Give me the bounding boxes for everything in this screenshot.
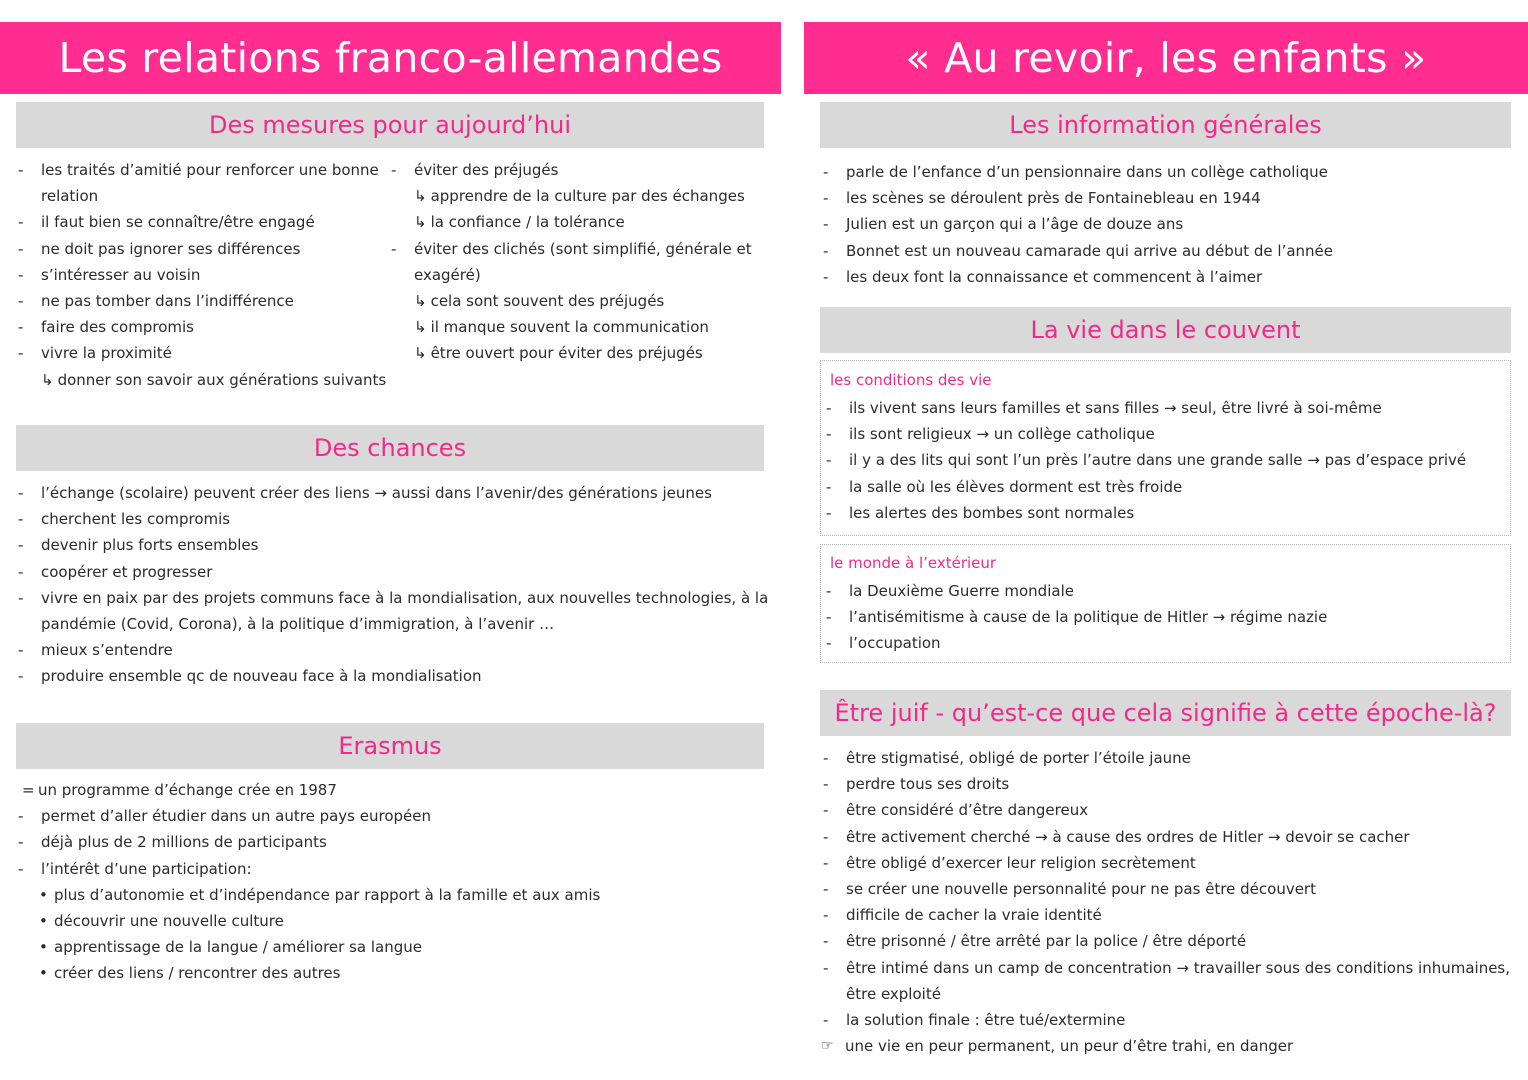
list-item: = un programme d’échange crée en 1987 xyxy=(16,777,600,803)
conditions-box xyxy=(820,360,1511,536)
conditions-title: les conditions des vie xyxy=(830,371,992,389)
info-list xyxy=(821,159,1333,290)
list-item: - il y a des lits qui sont l’un près l’autre dans une grande salle → pas d’espace privé xyxy=(824,447,1466,473)
list-item: - ils vivent sans leurs familles et sans filles → seul, être livré à soi-même xyxy=(824,395,1466,421)
list-item: - les scènes se déroulent près de Fontainebleau en 1944 xyxy=(821,185,1333,211)
list-item: • plus d’autonomie et d’indépendance par rapport à la famille et aux amis xyxy=(16,882,600,908)
list-item: - vivre en paix par des projets communs face à la mondialisation, aux nouvelles technologies, à la xyxy=(16,585,768,611)
monde-box xyxy=(820,544,1511,663)
list-item: - l’antisémitisme à cause de la politique de Hitler → régime nazie xyxy=(824,604,1327,630)
list-item: - être obligé d’exercer leur religion secrètement xyxy=(821,850,1510,876)
heading-info: Les information générales xyxy=(820,102,1511,148)
list-item: - éviter des préjugés xyxy=(389,157,752,183)
list-item: - perdre tous ses droits xyxy=(821,771,1510,797)
arrow-return-icon: ↳ xyxy=(414,213,427,232)
list-item: - l’intérêt d’une participation: xyxy=(16,856,600,882)
list-item: - être prisonné / être arrêté par la police / être déporté xyxy=(821,928,1510,954)
conditions-list xyxy=(824,395,1466,526)
list-item: - Bonnet est un nouveau camarade qui arrive au début de l’année xyxy=(821,238,1333,264)
chances-list xyxy=(16,480,768,690)
list-item: • découvrir une nouvelle culture xyxy=(16,908,600,934)
arrow-return-icon: ↳ xyxy=(414,318,427,337)
list-item: - s’intéresser au voisin xyxy=(16,262,386,288)
list-item: - les deux font la connaissance et commencent à l’aimer xyxy=(821,264,1333,290)
list-item: exagéré) xyxy=(414,265,481,284)
list-item: ↳ cela sont souvent des préjugés xyxy=(414,292,665,311)
left-page-title: Les relations franco-allemandes xyxy=(0,22,781,94)
list-item: - être stigmatisé, obligé de porter l’étoile jaune xyxy=(821,745,1510,771)
arrow-return-icon: ↳ xyxy=(41,370,54,389)
mesures-list-2 xyxy=(389,157,752,367)
list-item: - la salle où les élèves dorment est très froide xyxy=(824,474,1466,500)
heading-mesures: Des mesures pour aujourd’hui xyxy=(16,102,764,148)
list-item: relation xyxy=(41,187,99,206)
list-item: - la Deuxième Guerre mondiale xyxy=(824,578,1327,604)
heading-erasmus: Erasmus xyxy=(16,723,764,769)
list-item: - ils sont religieux → un collège catholique xyxy=(824,421,1466,447)
list-item: • apprentissage de la langue / améliorer sa langue xyxy=(16,934,600,960)
mesures-list-1 xyxy=(16,157,386,393)
list-item: - déjà plus de 2 millions de participants xyxy=(16,829,600,855)
right-page-title: « Au revoir, les enfants » xyxy=(804,22,1528,94)
list-item: - difficile de cacher la vraie identité xyxy=(821,902,1510,928)
heading-juif: Être juif - qu’est-ce que cela signifie à cette époche-là? xyxy=(820,690,1511,736)
list-item: - parle de l’enfance d’un pensionnaire dans un collège catholique xyxy=(821,159,1333,185)
arrow-return-icon: ↳ xyxy=(414,187,427,206)
erasmus-list xyxy=(16,777,600,987)
list-item: • créer des liens / rencontrer des autres xyxy=(16,960,600,986)
list-item: être exploité xyxy=(846,984,941,1003)
list-item: ☞ une vie en peur permanent, un peur d’être trahi, en danger xyxy=(821,1033,1510,1059)
list-item: - faire des compromis xyxy=(16,314,386,340)
list-item: - devenir plus forts ensembles xyxy=(16,532,768,558)
list-item: ↳ il manque souvent la communication xyxy=(414,318,709,337)
list-item: - Julien est un garçon qui a l’âge de douze ans xyxy=(821,211,1333,237)
list-item: - produire ensemble qc de nouveau face à la mondialisation xyxy=(16,663,768,689)
list-item: - être activement cherché → à cause des ordres de Hitler → devoir se cacher xyxy=(821,824,1510,850)
juif-list xyxy=(821,745,1510,1059)
heading-chances: Des chances xyxy=(16,425,764,471)
list-item: - être considéré d’être dangereux xyxy=(821,797,1510,823)
monde-list xyxy=(824,578,1327,657)
list-item: - les alertes des bombes sont normales xyxy=(824,500,1466,526)
list-item: - la solution finale : être tué/extermine xyxy=(821,1007,1510,1033)
list-item: - coopérer et progresser xyxy=(16,559,768,585)
list-item: - il faut bien se connaître/être engagé xyxy=(16,209,386,235)
list-item: - ne pas tomber dans l’indifférence xyxy=(16,288,386,314)
list-item: ↳ être ouvert pour éviter des préjugés xyxy=(414,344,703,363)
list-item: ↳ donner son savoir aux générations suivants xyxy=(41,370,387,389)
list-item: - mieux s’entendre xyxy=(16,637,768,663)
list-item: - se créer une nouvelle personnalité pour ne pas être découvert xyxy=(821,876,1510,902)
list-item: - être intimé dans un camp de concentration → travailler sous des conditions inhumaines, xyxy=(821,955,1510,981)
list-item: ↳ apprendre de la culture par des échanges xyxy=(414,187,745,206)
monde-title: le monde à l’extérieur xyxy=(830,554,997,572)
arrow-return-icon: ↳ xyxy=(414,292,427,311)
list-item: - éviter des clichés (sont simplifié, générale et xyxy=(389,236,752,262)
list-item: - les traités d’amitié pour renforcer une bonne xyxy=(16,157,386,183)
heading-couvent: La vie dans le couvent xyxy=(820,307,1511,353)
list-item: - l’échange (scolaire) peuvent créer des liens → aussi dans l’avenir/des générations jeunes xyxy=(16,480,768,506)
list-item: pandémie (Covid, Corona), à la politique d’immigration, à l’avenir … xyxy=(41,615,555,634)
list-item: - l’occupation xyxy=(824,630,1327,656)
list-item: ↳ la confiance / la tolérance xyxy=(414,213,625,232)
arrow-return-icon: ↳ xyxy=(414,344,427,363)
list-item: - permet d’aller étudier dans un autre pays européen xyxy=(16,803,600,829)
list-item: - vivre la proximité xyxy=(16,340,386,366)
list-item: - cherchent les compromis xyxy=(16,506,768,532)
list-item: - ne doit pas ignorer ses différences xyxy=(16,236,386,262)
